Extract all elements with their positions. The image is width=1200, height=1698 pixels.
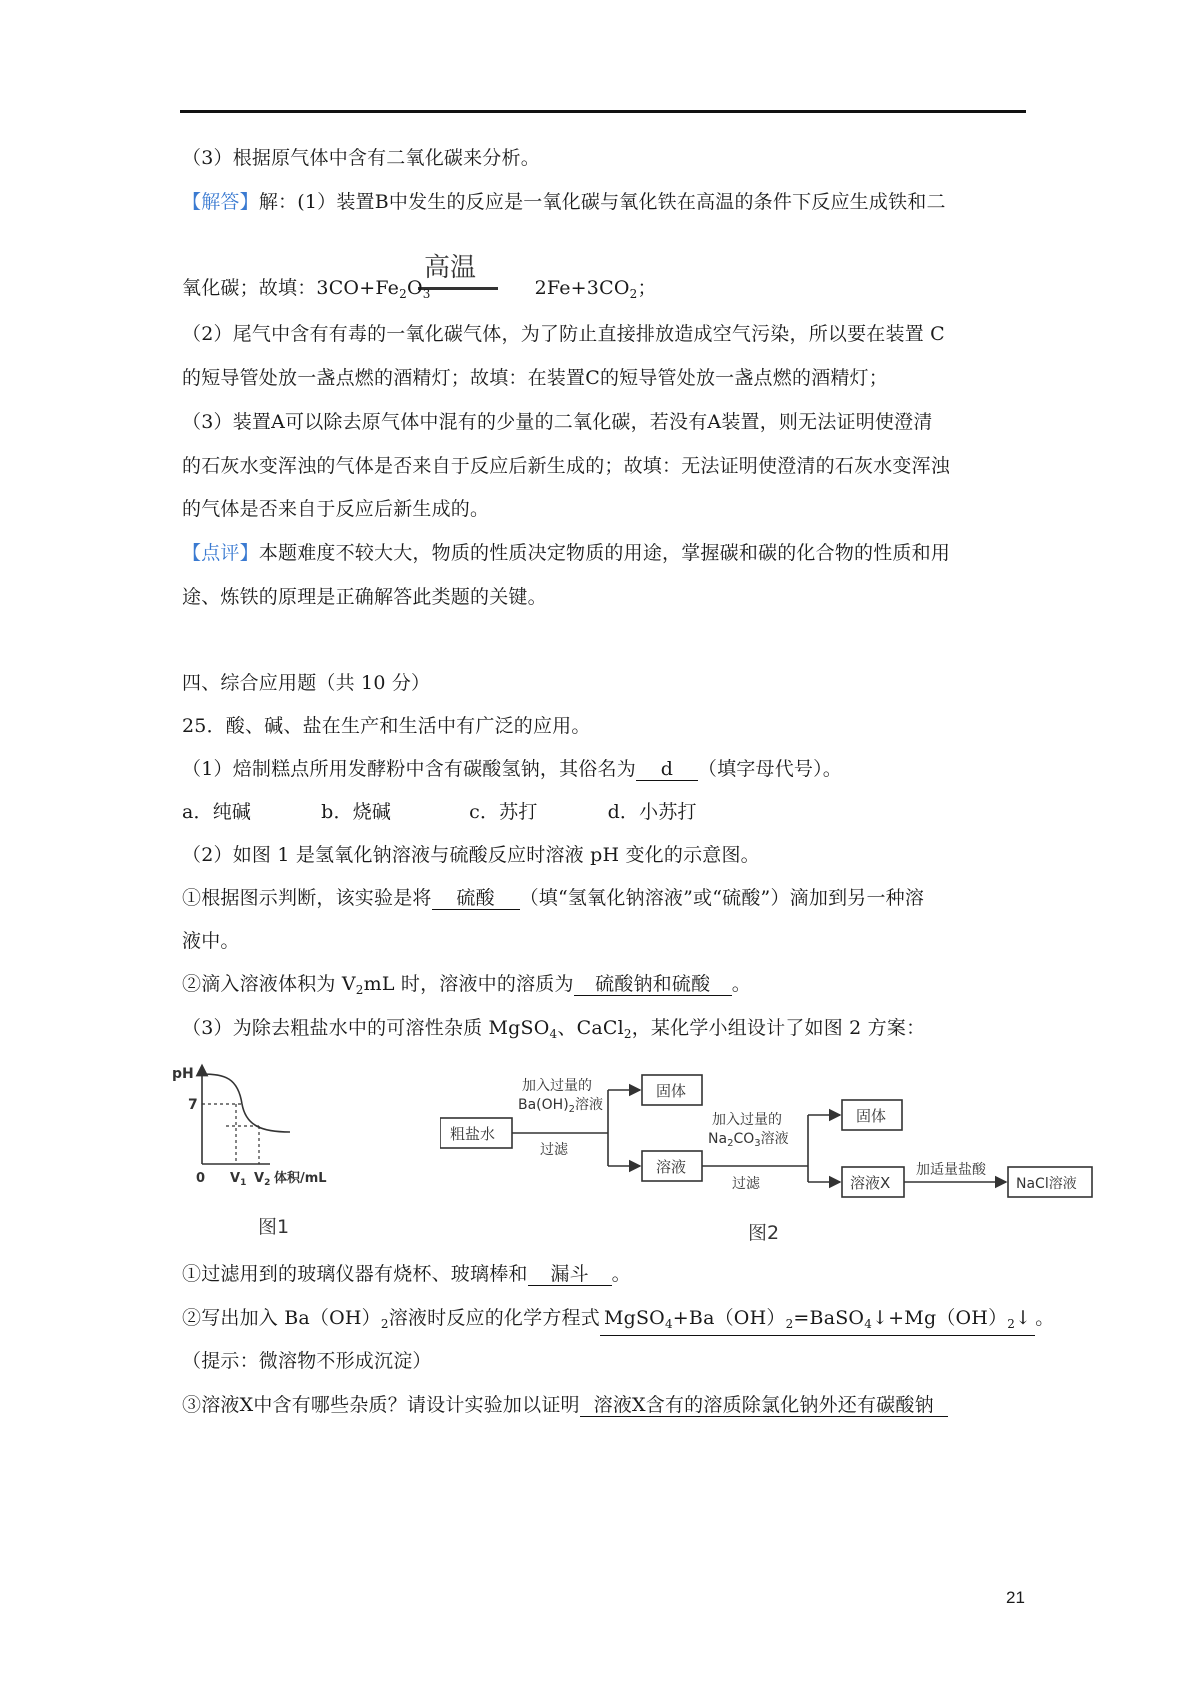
comment-line: 【点评】本题难度不较大大，物质的性质决定物质的用途，掌握碳和碳的化合物的性质和用 (182, 542, 951, 564)
label-solid-2: 固体 (856, 1107, 887, 1125)
options-line (182, 800, 697, 824)
reaction-condition: 高温 (424, 253, 477, 283)
question-25-2-1: ①根据图示判断，该实验是将 硫酸 （填“氢氧化钠溶液”或“硫酸”）滴加到另一种溶 (182, 887, 925, 909)
y-axis-label: pH (172, 1066, 194, 1082)
question-25-1: （1）焙制糕点所用发酵粉中含有碳酸氢钠，其俗名为 d （填字母代号）。 (182, 758, 842, 780)
figure-2-flowchart (440, 1060, 1100, 1210)
option-c: c．苏打 (469, 801, 538, 823)
label-crude-brine: 粗盐水 (450, 1125, 496, 1143)
answer-blank: $MgSO_4+Ba(OH)_2=BaSO_4↓+Mg(OH)_2↓$ (600, 1307, 1035, 1336)
x-axis-label: 体积/mL (274, 1171, 327, 1185)
text-line: 途、炼铁的原理是正确解答此类题的关键。 (182, 586, 547, 608)
text-line: （3）装置A可以除去原气体中混有的少量的二氧化碳，若没有A装置，则无法证明使澄清 (182, 411, 933, 433)
label-solid-1: 固体 (656, 1082, 687, 1100)
question-25-3-2: ②写出加入 $Ba(OH)_2$溶液时反应的化学方程式 $MgSO_4+Ba(OH)_2=BaSO_4↓+Mg(OH)_2↓$ 。 (182, 1306, 1054, 1336)
answer-tag: 【解答】 (182, 191, 259, 213)
section-heading: 四、综合应用题（共 10 分） (182, 672, 431, 694)
text-line: （2）尾气中含有有毒的一氧化碳气体，为了防止直接排放造成空气污染，所以要在装置 C (182, 323, 945, 345)
answer-blank: 溶液X含有的溶质除氯化钠外还有碳酸钠 (580, 1394, 948, 1417)
v1-label: $V_1$ (230, 1171, 247, 1185)
step2-top-label: 加入过量的 (712, 1112, 782, 1128)
step3-label: 加适量盐酸 (916, 1162, 986, 1178)
equation-line: 氧化碳；故填：$3CO+Fe_2O_3$ $2Fe+3CO_2$； (182, 277, 657, 301)
question-25-3: （3）为除去粗盐水中的可溶性杂质 MgSO$_4$、CaCl$_2$，某化学小组设计了如图 2 方案： (182, 1017, 926, 1041)
label-solution-1: 溶液 (656, 1158, 687, 1176)
page-number: 21 (1006, 1588, 1025, 1607)
answer-blank: 漏斗 (528, 1263, 612, 1286)
v2-label: $V_2$ (254, 1171, 271, 1185)
question-25-2-2: ②滴入溶液体积为 $V_2mL$ 时，溶液中的溶质为 硫酸钠和硫酸 。 (182, 973, 751, 997)
option-d: d．小苏打 (607, 801, 697, 823)
question-25-2: （2）如图 1 是氢氧化钠溶液与硫酸反应时溶液 pH 变化的示意图。 (182, 844, 760, 866)
origin-label: 0 (196, 1171, 206, 1185)
option-b: b．烧碱 (321, 801, 392, 823)
hint-line: （提示：微溶物不形成沉淀） (182, 1350, 432, 1372)
step2-mid-label: $Na_2CO_3$溶液 (708, 1131, 789, 1149)
text-line: 液中。 (182, 930, 240, 952)
option-a: a．纯碱 (182, 801, 252, 823)
figure-1-caption: 图1 (258, 1216, 290, 1238)
answer-blank: 硫酸 (432, 887, 520, 910)
step1-top-label: 加入过量的 (522, 1078, 592, 1094)
answer-blank: d (636, 758, 698, 781)
text-line: （3）根据原气体中含有二氧化碳来分析。 (182, 147, 540, 169)
header-rule (180, 110, 1026, 113)
text-line: 的气体是否来自于反应后新生成的。 (182, 498, 490, 520)
step2-bottom-label: 过滤 (732, 1176, 760, 1192)
label-solution-x: 溶液X (850, 1174, 891, 1192)
y-tick-7: 7 (188, 1097, 198, 1113)
figure-1-ph-chart (170, 1060, 350, 1185)
answer-blank: 硫酸钠和硫酸 (574, 973, 732, 996)
question-25: 25．酸、碱、盐在生产和生活中有广泛的应用。 (182, 715, 591, 737)
answer-line: 【解答】解：(1）装置B中发生的反应是一氧化碳与氧化铁在高温的条件下反应生成铁和二 (182, 191, 946, 213)
step1-mid-label: $Ba(OH)_2$溶液 (518, 1097, 604, 1115)
figure-2-caption: 图2 (748, 1222, 780, 1244)
comment-tag: 【点评】 (182, 542, 259, 564)
label-nacl-solution: NaCl溶液 (1016, 1176, 1077, 1192)
ph-curve (202, 1074, 290, 1132)
question-25-3-1: ①过滤用到的玻璃仪器有烧杯、玻璃棒和 漏斗 。 (182, 1263, 631, 1285)
text-line: 的石灰水变浑浊的气体是否来自于反应后新生成的；故填：无法证明使澄清的石灰水变浑浊 (182, 455, 951, 477)
question-25-3-3: ③溶液X中含有哪些杂质？请设计实验加以证明 溶液X含有的溶质除氯化钠外还有碳酸钠 (182, 1393, 948, 1417)
step1-bottom-label: 过滤 (540, 1142, 568, 1158)
text-line: 的短导管处放一盏点燃的酒精灯；故填：在装置C的短导管处放一盏点燃的酒精灯； (182, 367, 888, 389)
